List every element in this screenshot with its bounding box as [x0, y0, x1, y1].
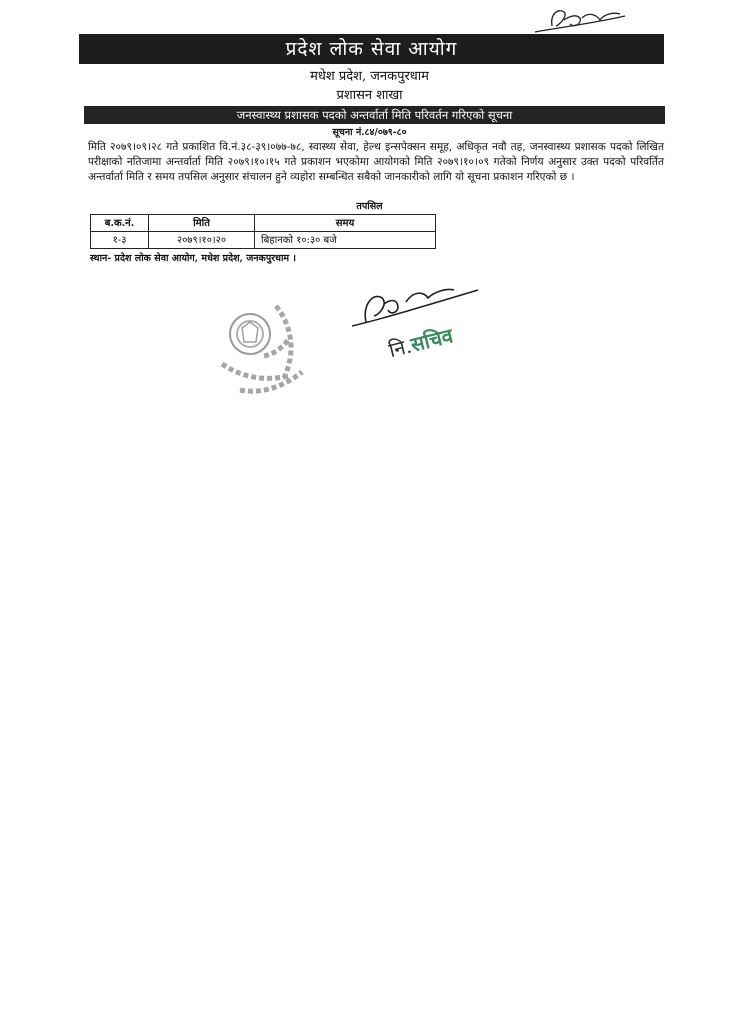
- page-title: प्रदेश लोक सेवा आयोग: [79, 34, 664, 64]
- secretary-label-title: सचिव: [408, 323, 456, 357]
- notice-number: सूचना नं.८४/०७९-८०: [332, 127, 407, 138]
- column-header-date: मिति: [149, 215, 255, 232]
- column-header-roll: ब.क.नं.: [91, 215, 149, 232]
- cell-date: २०७९।१०।२०: [149, 232, 255, 249]
- table-header-row: [91, 215, 436, 232]
- official-stamp: [210, 292, 320, 402]
- schedule-table: [90, 214, 436, 249]
- column-header-time: समय: [255, 215, 436, 232]
- schedule-caption: तपसिल: [356, 201, 383, 212]
- table-row: [91, 232, 436, 249]
- notice-body: मिति २०७९।०९।२८ गते प्रकाशित वि.नं.३८-३९।०७७-७८, स्वास्थ्य सेवा, हेल्थ इन्सपेक्सन समूह, अधिकृत नवौ तह, जनस्वास्थ्य प्रशासक पदको लिखित परीक्षाको नतिजामा अन्तर्वार्ता मिति २०७९।१०।१५ गते प्रकाशन भएकोमा आयोगको मिति २०७९।१०।०९ गतेको निर्णय अनुसार उक्त पदको परिवर्तित अन्तर्वार्ता मिति र समय तपसिल अनुसार संचालन हुने व्यहोरा सम्बन्धित सबैको जानकारीको लागि यो सूचना प्रकाशन गरिएको छ ।: [88, 141, 664, 183]
- secretary-label-prefix: नि.: [386, 333, 415, 363]
- branch-name: प्रशासन शाखा: [336, 88, 403, 103]
- secretary-signature: [348, 280, 488, 332]
- cell-roll: १-३: [91, 232, 149, 249]
- place-line: स्थान- प्रदेश लोक सेवा आयोग, मधेश प्रदेश, जनकपुरधाम ।: [90, 253, 297, 264]
- cell-time: बिहानको १०:३० बजे: [255, 232, 436, 249]
- notice-heading: जनस्वास्थ्य प्रशासक पदको अन्तर्वार्ता मिति परिवर्तन गरिएको सूचना: [84, 106, 665, 124]
- province-location: मधेश प्रदेश, जनकपुरधाम: [310, 69, 429, 84]
